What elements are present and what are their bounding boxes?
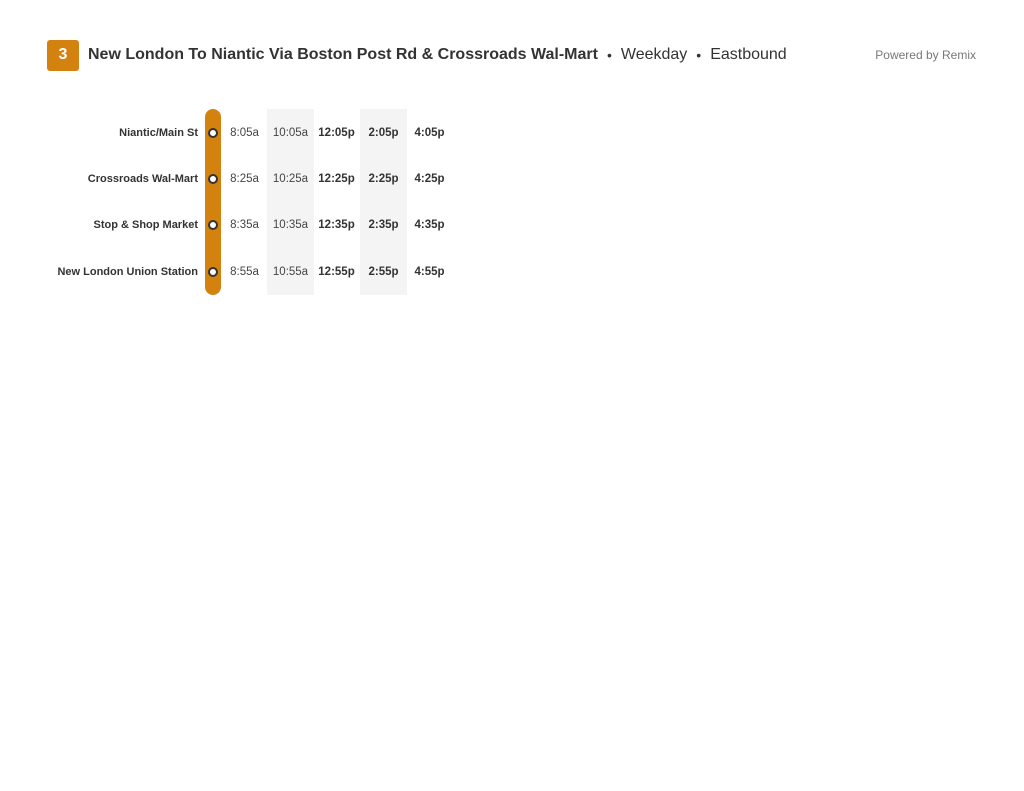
stop-row-crossroads-wal-mart: [0, 169, 460, 189]
departure-time: 4:55p: [414, 266, 445, 278]
departure-time: 12:25p: [318, 173, 355, 185]
departure-time: 2:55p: [368, 266, 399, 278]
departure-time: 2:25p: [368, 173, 399, 185]
departure-time: 8:25a: [230, 173, 259, 185]
departure-time: 4:25p: [414, 173, 445, 185]
departure-time: 8:35a: [230, 219, 259, 231]
stop-name: New London Union Station: [57, 266, 198, 278]
stop-row-stop-and-shop-market: [0, 215, 460, 235]
departure-time: 12:35p: [318, 219, 355, 231]
powered-by-label: Powered by Remix: [875, 48, 976, 62]
departure-time: 10:25a: [272, 173, 309, 185]
departure-time: 4:05p: [414, 127, 445, 139]
stop-row-new-london-union-station: [0, 262, 460, 282]
stop-name: Crossroads Wal-Mart: [87, 173, 198, 185]
stop-name: Niantic/Main St: [119, 127, 198, 139]
direction-label: Eastbound: [710, 46, 787, 63]
route-title: New London To Niantic Via Boston Post Rd & Crossroads Wal-Mart: [88, 46, 598, 63]
departure-time: 8:05a: [230, 127, 259, 139]
stop-marker-icon: [208, 174, 218, 184]
departure-time: 2:05p: [368, 127, 399, 139]
service-day-label: Weekday: [620, 46, 688, 63]
title-separator: •: [696, 47, 702, 63]
stop-marker-icon: [208, 267, 218, 277]
departure-time: 4:35p: [414, 219, 445, 231]
stop-row-niantic-main-st: [0, 123, 460, 143]
departure-time: 8:55a: [230, 266, 259, 278]
departure-time: 10:05a: [272, 127, 309, 139]
departure-time: 10:55a: [272, 266, 309, 278]
departure-time: 2:35p: [368, 219, 399, 231]
route-number-badge: 3: [47, 40, 79, 71]
departure-time: 10:35a: [272, 219, 309, 231]
stop-marker-icon: [208, 128, 218, 138]
stop-name: Stop & Shop Market: [93, 219, 198, 231]
timetable-header: [47, 39, 976, 71]
timetable: [0, 109, 460, 295]
title-separator: •: [606, 47, 612, 63]
departure-time: 12:55p: [318, 266, 355, 278]
departure-time: 12:05p: [318, 127, 355, 139]
stop-marker-icon: [208, 220, 218, 230]
